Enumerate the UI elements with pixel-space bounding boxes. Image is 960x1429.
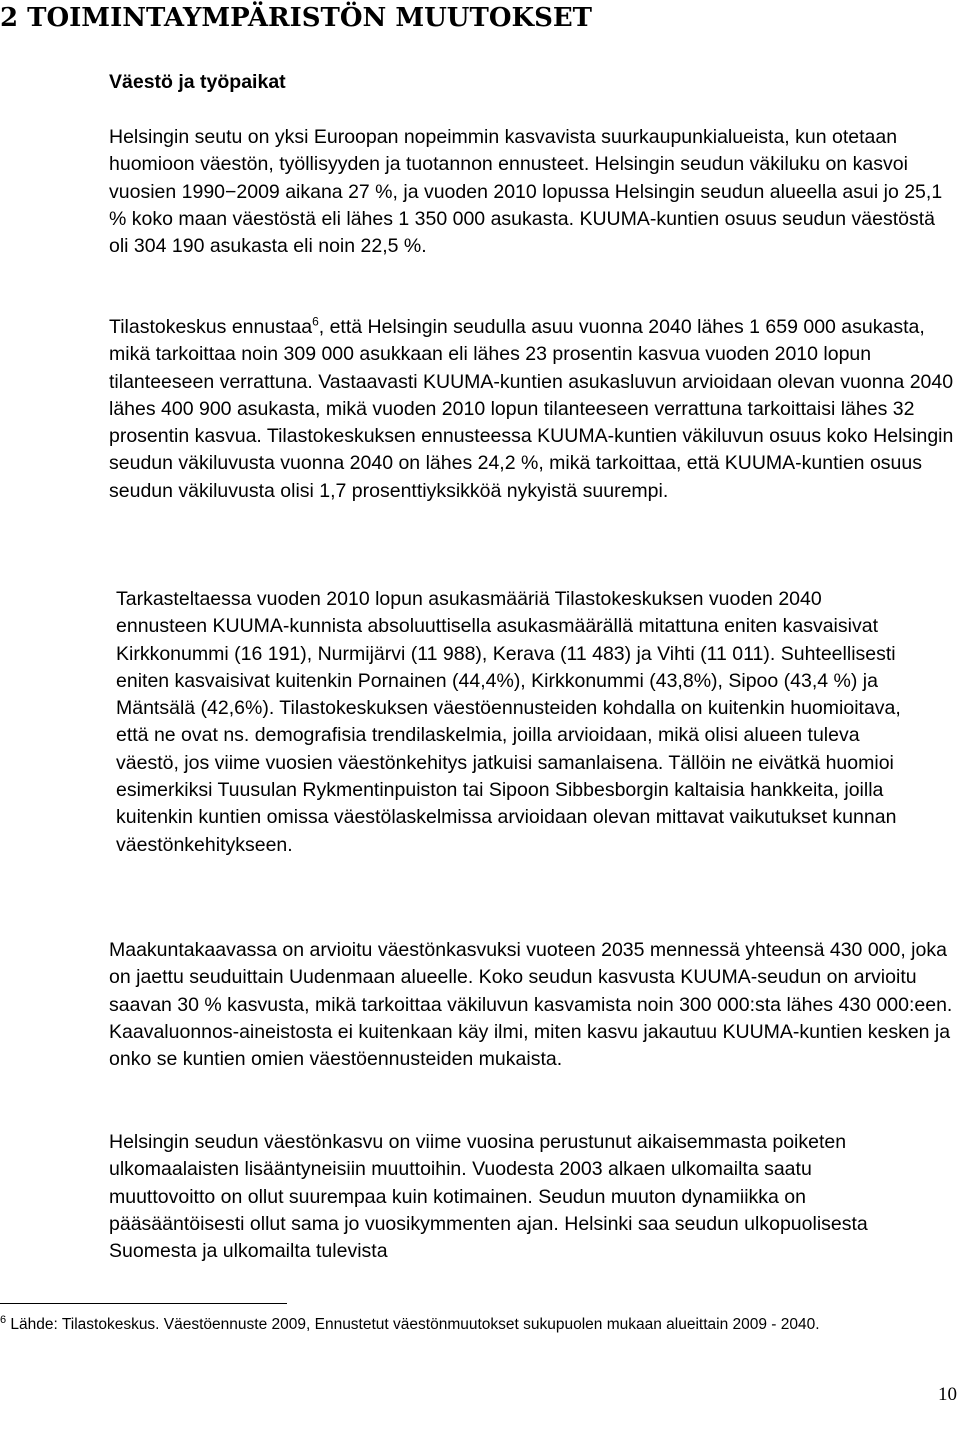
footnote-number: 6 bbox=[0, 1313, 7, 1326]
chapter-title: 2 TOIMINTAYMPÄRISTÖN MUUTOKSET bbox=[0, 3, 593, 33]
paragraph-text: Tilastokeskus ennustaa bbox=[109, 316, 313, 338]
paragraph-municipality-growth: Tarkasteltaessa vuoden 2010 lopun asukasmääriä Tilastokeskuksen vuoden 2040 ennusteen KUUMA-kunnista absoluuttisella asukasmäärällä mitattuna eniten kasvaisivat Kirkkonummi (16 191), Nurmijärvi (11 988), Kerava (11 483) ja Vihti (11 011). Suhteellisesti eniten kasvaisivat kuitenkin Pornainen (44,4%), Kirkkonummi (43,8%), Sipoo (43,4 %) ja Mäntsälä (42,6%). Tilastokeskuksen väestöennusteiden kohdalla on kuitenkin huomioitava, että ne ovat ns. demografisia trendilaskelmia, joilla arvioidaan, mikä olisi alueen tuleva väestö, jos viime vuosien väestönkehitys jatkuisi samanlaisena. Tällöin ne eivätkä huomioi esimerkiksi Tuusulan Rykmentinpuiston tai Sipoon Sibbesborgin kaltaisia hankkeita, joilla kuitenkin kuntien omissa väestölaskelmissa arvioidaan olevan mittavat vaikutukset kunnan väestönkehitykseen. bbox=[116, 588, 901, 856]
paragraph-population-growth: Helsingin seutu on yksi Euroopan nopeimmin kasvavista suurkaupunkialueista, kun otetaan huomioon väestön, työllisyyden ja tuotannon ennusteet. Helsingin seudun väkiluku on kasvoi vuosien 1990−2009 aikana 27 %, ja vuoden 2010 lopussa Helsingin seudun alueella asui jo 25,1 % koko maan väestöstä eli lähes 1 350 000 asukasta. KUUMA-kuntien osuus seudun väestöstä oli 304 190 asukasta eli noin 22,5 %. bbox=[109, 126, 943, 258]
paragraph-forecast-2040 bbox=[109, 314, 957, 505]
footnote-reference[interactable]: 6 bbox=[312, 314, 319, 329]
paragraph-regional-plan: Maakuntakaavassa on arvioitu väestönkasvuksi vuoteen 2035 mennessä yhteensä 430 000, joka on jaettu seuduittain Uudenmaan alueelle. Koko seudun kasvusta KUUMA-seudun on arvioitu saavan 30 % kasvusta, mikä tarkoittaa väkiluvun kasvamista noin 300 000:sta lähes 430 000:een. Kaavaluonnos-aineistosta ei kuitenkaan käy ilmi, miten kasvu jakautuu KUUMA-kuntien kesken ja onko se kuntien omien väestöennusteiden mukaista. bbox=[109, 939, 953, 1071]
footnote-text: Lähde: Tilastokeskus. Väestöennuste 2009, Ennustetut väestönmuutokset sukupuolen mukaan alueittain 2009 - 2040. bbox=[6, 1316, 820, 1333]
page-number: 10 bbox=[938, 1384, 957, 1405]
paragraph-migration: Helsingin seudun väestönkasvu on viime vuosina perustunut aikaisemmasta poiketen ulkomaalaisten lisääntyneisiin muuttoihin. Vuodesta 2003 alkaen ulkomailta saatu muuttovoitto on ollut suurempaa kuin kotimainen. Seudun muuton dynamiikka on pääsääntöisesti ollut sama jo vuosikymmenten ajan. Helsinki saa seudun ulkopuolisesta Suomesta ja ulkomailta tulevista bbox=[109, 1131, 868, 1263]
section-heading: Väestö ja työpaikat bbox=[109, 71, 286, 93]
footnote bbox=[0, 1313, 950, 1336]
paragraph-text: , että Helsingin seudulla asuu vuonna 2040 lähes 1 659 000 asukasta, mikä tarkoittaa noin 309 000 asukkaan eli lähes 23 prosentin kasvua vuoden 2010 lopun tilanteeseen verrattuna. Vastaavasti KUUMA-kuntien asukasluvun arvioidaan olevan vuonna 2040 lähes 400 900 asukasta, mikä vuoden 2010 lopun tilanteeseen verrattuna tarkoittaisi lähes 32 prosentin kasvua. Tilastokeskuksen ennusteessa KUUMA-kuntien väkiluvun osuus koko Helsingin seudun väkiluvusta vuonna 2040 on lähes 24,2 %, mikä tarkoittaa, että KUUMA-kuntien osuus seudun väkiluvusta olisi 1,7 prosenttiyksikköä nykyistä suurempi. bbox=[109, 316, 954, 502]
footnote-divider bbox=[0, 1303, 287, 1304]
